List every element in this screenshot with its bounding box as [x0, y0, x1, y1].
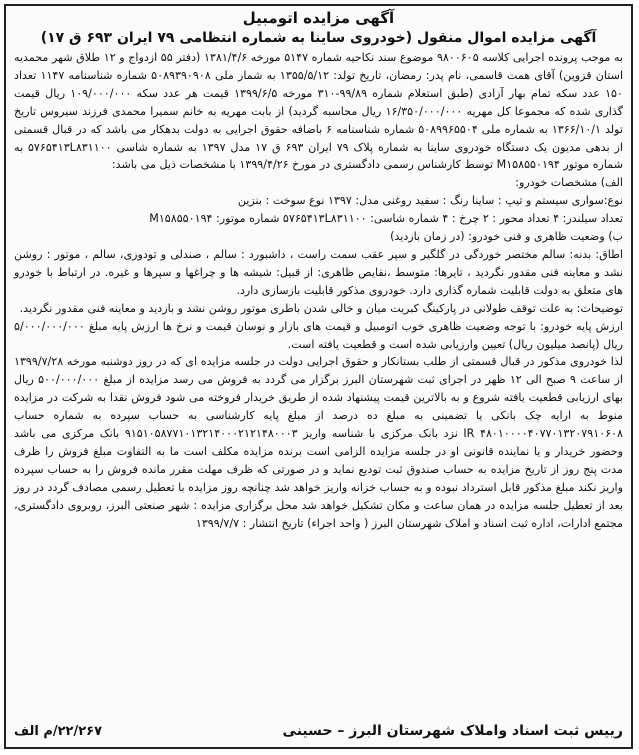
paragraph-case-details: به موجب پرونده اجرایی کلاسه ۹۸۰۰۶۰۵ موضوع سند نکاحیه شماره ۵۱۴۷ مورخه ۱۳۸۱/۴/۶ (دفتر ۵۵ ازدواج و ۱۲ طلاق شهر محمدیه استان قزوین) آقای همت قاسمی، نام پدر: رمضان، تاریخ تولد: ۱۳۵۵/۵/۱۲ به شمار ملی ۵۰۸۹۳۹۰۹۰۸ شماره شناسنامه ۱۱۴۷ تعداد ۱۵۰ عدد سکه تمام بهار آزادی (طبق استعلام شماره ۹۹/۸۹-۳۱۰ مورخه ۱۳۹۹/۶/۵ قیمت هر عدد سکه ۱۰۹/۰۰۰/۰۰۰ ریال قیمت گذاری شده که مجموعا کل مهریه ۱۶/۳۵۰/۰۰۰/۰۰۰ ریال محاسبه گردید) از بابت مهریه به خانم سمیرا محمدی فرزند سیروس تاریخ تولد ۱۳۶۶/۱۰/۱ به شماره ملی ۵۰۸۹۹۶۵۵۰۴ شماره شناسنامه ۶ باضافه حقوق اجرایی به دولت بدهکار می باشد که در قبال قسمتی از بدهی مدیون یک دستگاه خودروی ساینا به شماره پلاک ۷۹ ایران ۶۹۳ ق ۱۷ مدل ۱۳۹۷ به شماره شاسی ۵۷۶۵۴۱۳L۸۳۱۱۰۰ به شماره موتور M۱۵۸۵۵۰۱۹۴ توسط کارشناس رسمی دادگستری در مورخ ۱۳۹۹/۴/۲۶ با مشخصات ذیل می باشد:: [14, 51, 624, 172]
paragraph-vehicle-specs-heading: الف) مشخصات خودرو:: [515, 176, 623, 190]
auction-notice: [4, 4, 633, 749]
paragraph-condition-details: اطاق: بدنه: سالم مختصر خوردگی در گلگیر و سپر عقب سمت راست ، داشبورد : سالم ، صندلی و تودوزی، سالم ، موتور : روشن نشد و معاینه فنی مقدور نگردید ، تایرها: متوسط ،نقایص ظاهری: از قبیل: شیشه ها و چراغها و سپرها و غیره. در ارتباط با خودرو های متعلق به دولت قابلیت شماره گذاری دارد. خودروی مذکور قابلیت بازسازی دارد.: [14, 247, 623, 297]
paragraph-vehicle-type: نوع:سواری سیستم و تیپ : ساینا رنگ : سفید روغنی مدل: ۱۳۹۷ نوع سوخت : بنزین: [237, 194, 623, 208]
paragraph-vehicle-numbers: تعداد سیلندر: ۴ تعداد محور : ۲ چرخ : ۴ شماره شاسی: ۵۷۶۵۴۱۳L۸۳۱۱۰۰ شماره موتور: M۱۵۸۵۵۰۱۹۴: [149, 212, 623, 226]
notice-code: ۲۲/۲۶۷/م الف: [14, 723, 103, 739]
notice-title: آگهی مزایده اتومبیل: [242, 9, 395, 27]
notice-footer: [14, 718, 623, 744]
notice-subtitle: آگهی مزایده اموال منقول (خودروی ساینا به شماره انتظامی ۷۹ ایران ۶۹۳ ق ۱۷): [40, 30, 597, 46]
paragraph-base-value: ارزش پایه خودرو: با توجه وضعیت ظاهری خوب اتومبیل و قیمت های بازار و نوسان قیمت و نرخ ها ارزش پایه مبلغ ۵/۰۰۰/۰۰۰/۰۰۰ ریال (پانصد میلیون ریال) تعیین وارزیابی شده است و قطعیت یافته است.: [14, 319, 623, 351]
paragraph-auction-terms: لذا خودروی مذکور در قبال قسمتی از طلب بستانکار و حقوق اجرایی دولت در جلسه مزایده ای که در روز دوشنبه مورخه ۱۳۹۹/۷/۲۸ از ساعت ۹ صبح الی ۱۲ ظهر در اجرای ثبت شهرستان البرز برگزار می گردد به فروش می رسد مزایده از مبلغ ۵۰۰/۰۰۰/۰۰۰ ریال بهای ارزیابی قطعیت یافته شروع و به بالاترین قیمت پیشنهاد شده از طریق خریدار فروخته می شود فروش نقدا به شرکت در مزایده منوط به ارایه چک بانکی یا تضمینی به مبلغ ده درصد از مبلغ پایه کارشناسی به حساب سپرده به شماره حساب ۴۸۰۱۰۰۰۰۴۰۷۷۰۱۳۲۰۷۹۱۰۶۰۸ IR نزد بانک مرکزی با شناسه واریز ۹۱۵۱۰۵۸۷۷۱۰۱۳۲۱۴۰۰۰۲۱۲۱۴۸۰۰۰۳ بانک مرکزی می باشد وحضور خریدار و یا نماینده قانونی او در جلسه مزایده الزامی است برنده مزایده مکلف است ما به التفاوت مبلغ فروش را ظرف مدت پنج روز از تاریخ مزایده به حساب صندوق ثبت تودیع نماید و در صورتی که ظرف مهلت مقرر مانده فروش را به حساب سپرده واریز نکند مبلغ مذکور قابل استرداد نبوده و به حساب خزانه واریز خواهد شد چنانچه روز مزایده با تعطیل رسمی مصادف گردد در روز بعد از تعطیل جلسه مزایده در همان ساعت و مکان تشکیل خواهد شد محل برگزاری مزایده : شهر صنعتی البرز، روبروی دادگستری، مجتمع ادارات، اداره ثبت اسناد و املاک شهرستان البرز ( واحد اجراء) تاریخ انتشار : ۱۳۹۹/۷/۷: [14, 355, 623, 530]
paragraph-notes: توضیحات: به علت توقف طولانی در پارکینگ کبریت میان و خالی شدن باطری موتور روشن نشد و بازدید و معاینه فنی مقدور نگردید.: [19, 301, 623, 315]
notice-body: [14, 49, 623, 532]
signature-line: رییس ثبت اسناد واملاک شهرستان البرز – حسینی: [282, 723, 623, 739]
paragraph-condition-heading: ب) وضعیت ظاهری و فنی خودرو: (در زمان بازدید): [390, 230, 623, 244]
